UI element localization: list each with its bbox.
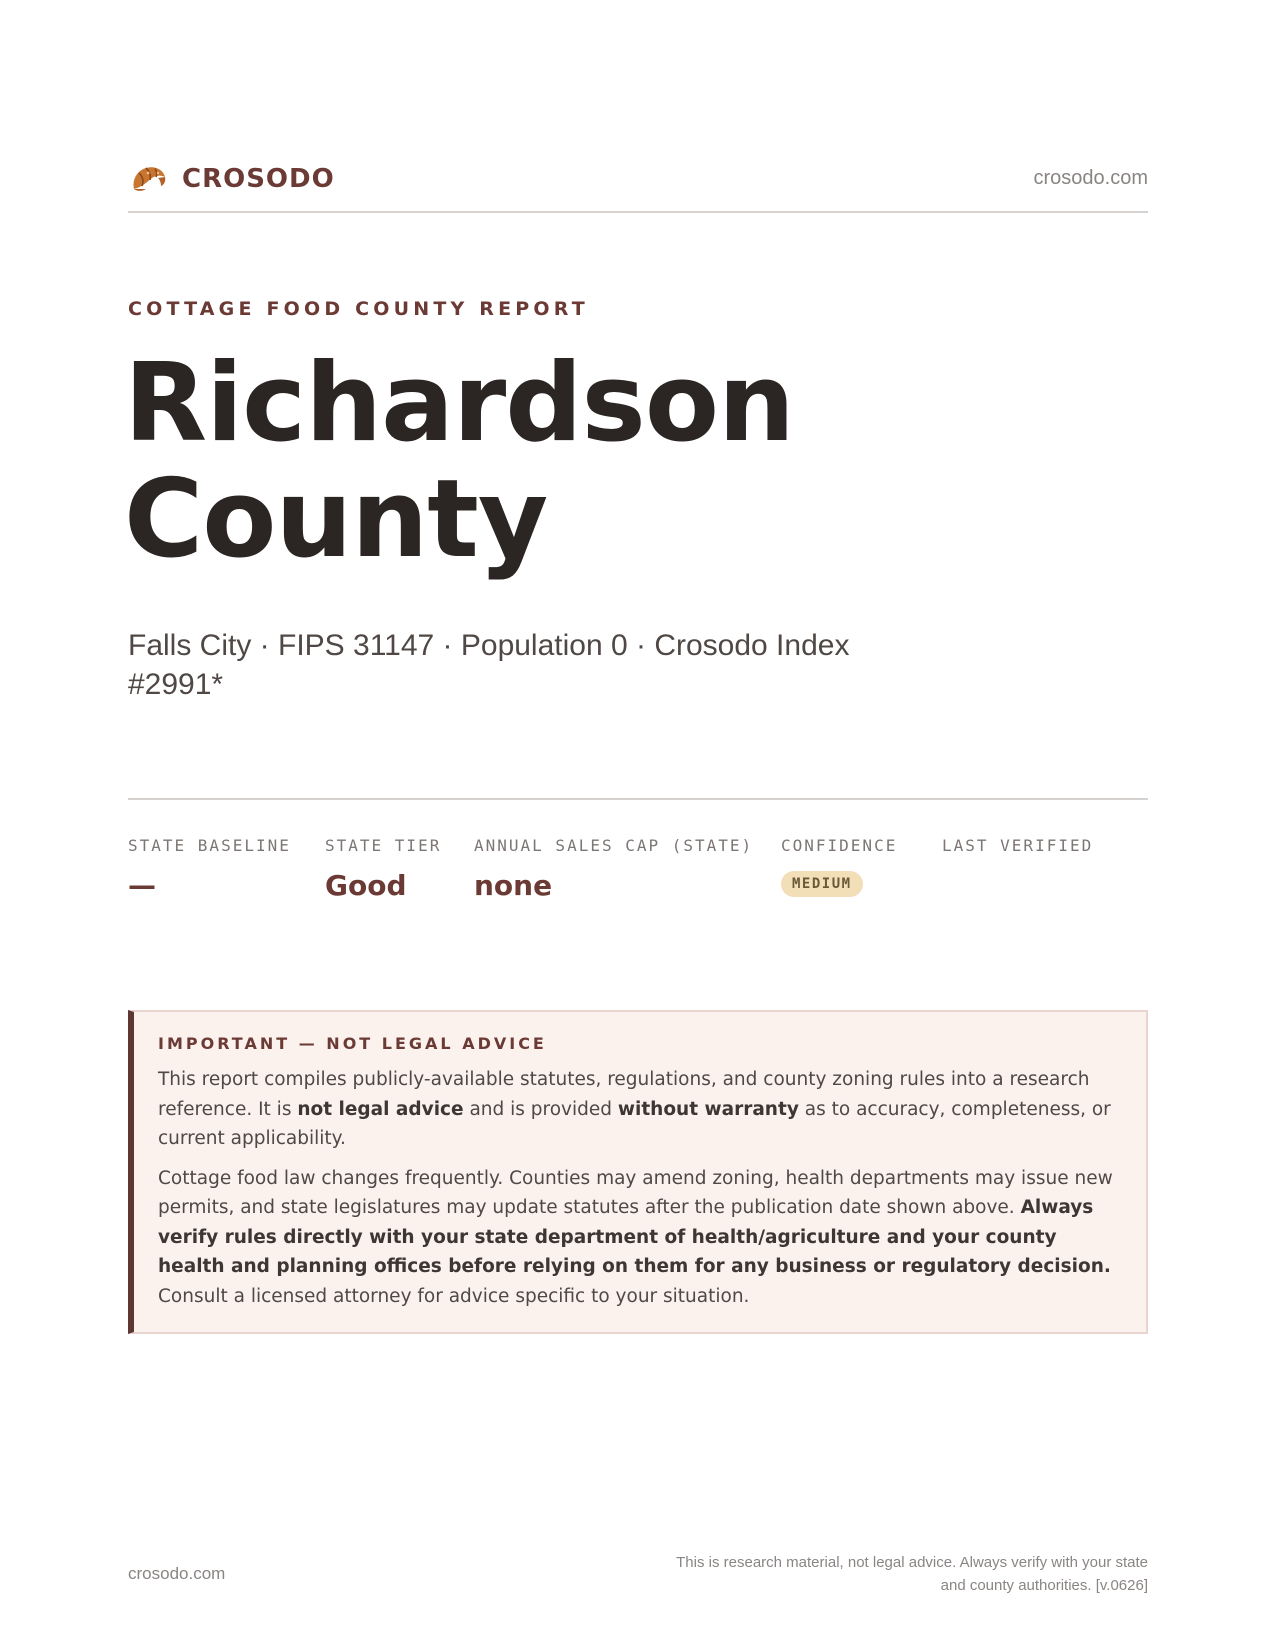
stat-label: LAST VERIFIED <box>942 836 1094 855</box>
stat-label: CONFIDENCE <box>781 836 898 855</box>
footer-disclaimer-line-1: This is research material, not legal advice. Always verify with your state <box>676 1554 1148 1571</box>
page-title <box>124 341 1024 582</box>
page-header <box>128 155 1148 213</box>
notice-paragraph-2 <box>158 1164 1120 1312</box>
header-url[interactable]: crosodo.com <box>1033 167 1148 189</box>
stat-state-tier <box>325 836 441 902</box>
footer-url[interactable]: crosodo.com <box>128 1564 226 1583</box>
confidence-badge: MEDIUM <box>781 871 863 897</box>
stat-value: — <box>128 869 156 902</box>
footer-disclaimer <box>628 1551 1148 1597</box>
footer-disclaimer-line-2: and county authorities. [v.0626] <box>940 1577 1148 1594</box>
notice-text: Consult a licensed attorney for advice specific to your situation. <box>158 1285 750 1307</box>
stat-confidence <box>781 836 897 897</box>
stats-divider <box>128 798 1148 800</box>
stat-state-baseline <box>128 836 291 902</box>
notice-text: and is provided <box>463 1098 618 1120</box>
county-subtitle: Falls City · FIPS 31147 · Population 0 · Crosodo Index #2991* <box>128 629 850 701</box>
stat-label: STATE BASELINE <box>128 836 291 855</box>
notice-text: This report compiles publicly-available statutes, regulations, and county zoning rules into a research reference. It is <box>158 1069 1090 1120</box>
stat-label: ANNUAL SALES CAP (STATE) <box>474 836 754 855</box>
notice-heading: IMPORTANT — NOT LEGAL ADVICE <box>158 1034 547 1053</box>
stat-value: Good <box>325 869 407 902</box>
stat-label: STATE TIER <box>325 836 442 855</box>
stat-value: none <box>474 869 553 902</box>
title-line-2: County <box>124 457 548 582</box>
stat-last-verified <box>942 836 1093 869</box>
brand-name: CROSODO <box>182 164 335 194</box>
notice-paragraph-1 <box>158 1065 1120 1154</box>
notice-emphasis: Always verify rules directly with your state department of health/agriculture and your county health and planning offices before relying on them for any business or regulatory decision. <box>158 1197 1111 1277</box>
report-page <box>124 0 1148 1650</box>
brand[interactable] <box>128 159 335 199</box>
notice-emphasis: without warranty <box>617 1098 799 1120</box>
stat-annual-sales-cap <box>474 836 753 902</box>
title-line-1: Richardson <box>124 341 794 466</box>
report-eyebrow: COTTAGE FOOD COUNTY REPORT <box>128 298 589 320</box>
notice-text: Cottage food law changes frequently. Counties may amend zoning, health departments may issue new permits, and state legislatures may update statutes after the publication date shown above. <box>158 1167 1113 1218</box>
notice-text: as to accuracy, completeness, or current applicability. <box>158 1098 1111 1149</box>
croissant-icon <box>128 159 168 199</box>
legal-notice <box>128 1010 1148 1334</box>
notice-emphasis: not legal advice <box>297 1098 464 1120</box>
